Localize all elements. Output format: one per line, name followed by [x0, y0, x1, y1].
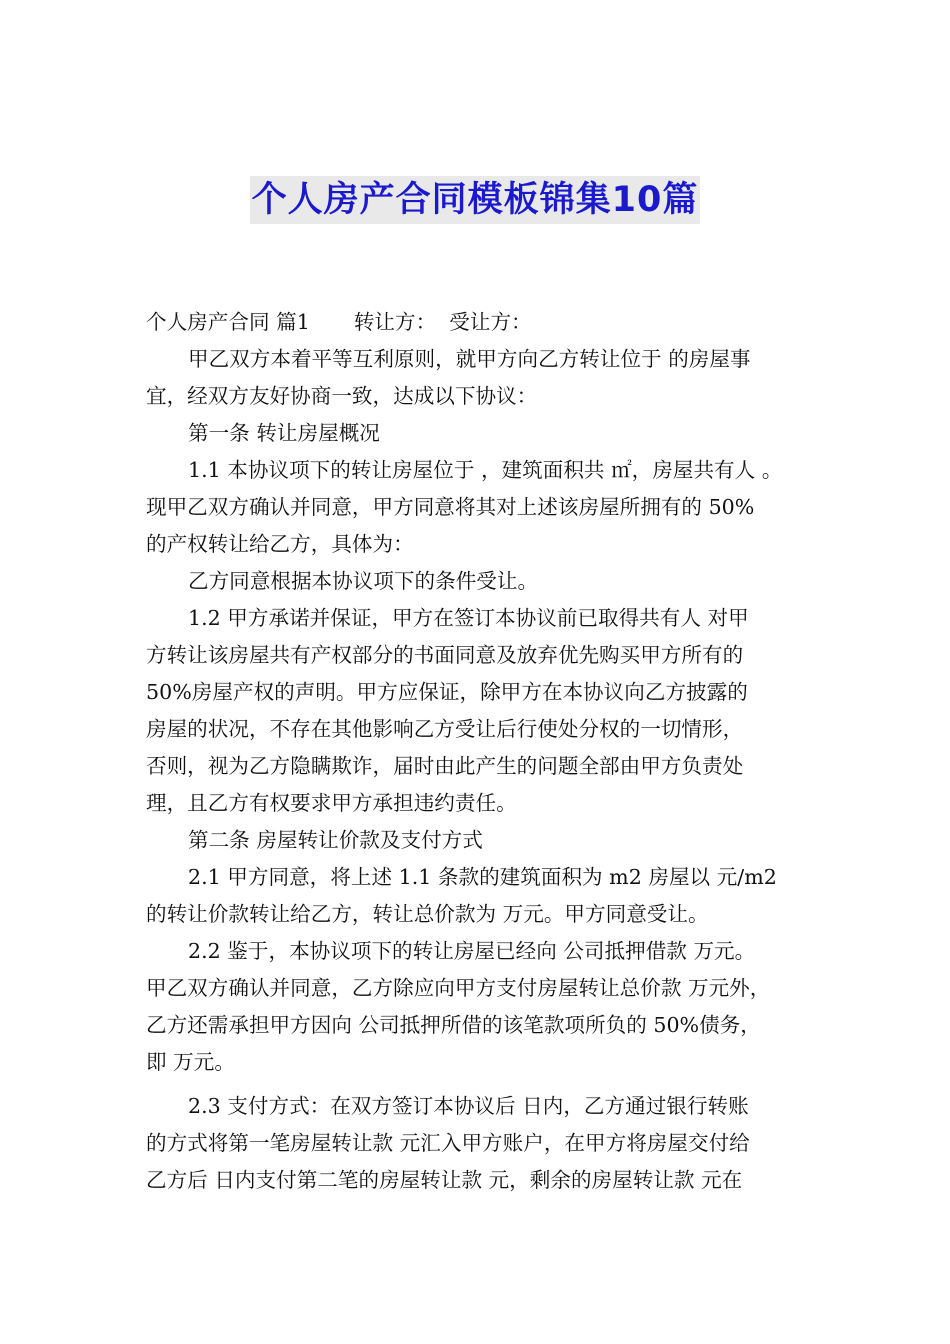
text-line: 1.2 甲方承诺并保证，甲方在签订本协议前已取得共有人 对甲	[188, 606, 749, 630]
text-line: 方转让该房屋共有产权部分的书面同意及放弃优先购买甲方所有的	[146, 643, 744, 667]
document-title	[0, 176, 950, 224]
text-line: 2.1 甲方同意，将上述 1.1 条款的建筑面积为 m2 房屋以 元/m2	[188, 865, 777, 889]
text-line: 乙方后 日内支付第二笔的房屋转让款 元，剩余的房屋转让款 元在	[146, 1168, 743, 1192]
text-line: 否则，视为乙方隐瞒欺诈，届时由此产生的问题全部由甲方负责处	[146, 754, 744, 778]
text-line: 甲乙双方确认并同意，乙方除应向甲方支付房屋转让总价款 万元外，	[146, 976, 771, 1000]
document-title-text: 个人房产合同模板锦集10篇	[250, 176, 701, 224]
text-line: 的转让价款转让给乙方，转让总价款为 万元。甲方同意受让。	[146, 902, 709, 926]
contract-heading: 个人房产合同 篇1	[146, 310, 310, 334]
text-line: 的产权转让给乙方，具体为：	[146, 532, 414, 556]
text-line: 2.3 支付方式：在双方签订本协议后 日内，乙方通过银行转账	[188, 1094, 749, 1118]
text-line: 房屋的状况，不存在其他影响乙方受让后行使处分权的一切情形，	[146, 717, 744, 741]
transferee-label: 受让方：	[449, 310, 532, 334]
transferor-label: 转让方：	[353, 310, 437, 334]
article-heading: 第一条 转让房屋概况	[188, 421, 380, 445]
text-line: 2.2 鉴于，本协议项下的转让房屋已经向 公司抵押借款 万元。	[188, 939, 756, 963]
text-line: 甲乙双方本着平等互利原则，就甲方向乙方转让位于 的房屋事	[188, 347, 751, 371]
text-line: 宜，经双方友好协商一致，达成以下协议：	[146, 384, 538, 408]
document-body	[146, 304, 816, 1199]
text-line: 现甲乙双方确认并同意，甲方同意将其对上述该房屋所拥有的 50%	[146, 495, 755, 519]
heading-line	[146, 304, 816, 341]
text-line: 乙方还需承担甲方因向 公司抵押所借的该笔款项所负的 50%债务，	[146, 1013, 761, 1037]
text-line: 50%房屋产权的声明。甲方应保证，除甲方在本协议向乙方披露的	[146, 680, 748, 704]
article-heading: 第二条 房屋转让价款及支付方式	[188, 828, 483, 852]
text-line: 的方式将第一笔房屋转让款 元汇入甲方账户，在甲方将房屋交付给	[146, 1131, 750, 1155]
text-line: 乙方同意根据本协议项下的条件受让。	[188, 569, 539, 593]
text-line: 理，且乙方有权要求甲方承担违约责任。	[146, 791, 517, 815]
text-line: 即 万元。	[146, 1050, 235, 1074]
text-line: 1.1 本协议项下的转让房屋位于 ，建筑面积共 ㎡，房屋共有人 。	[188, 458, 783, 482]
